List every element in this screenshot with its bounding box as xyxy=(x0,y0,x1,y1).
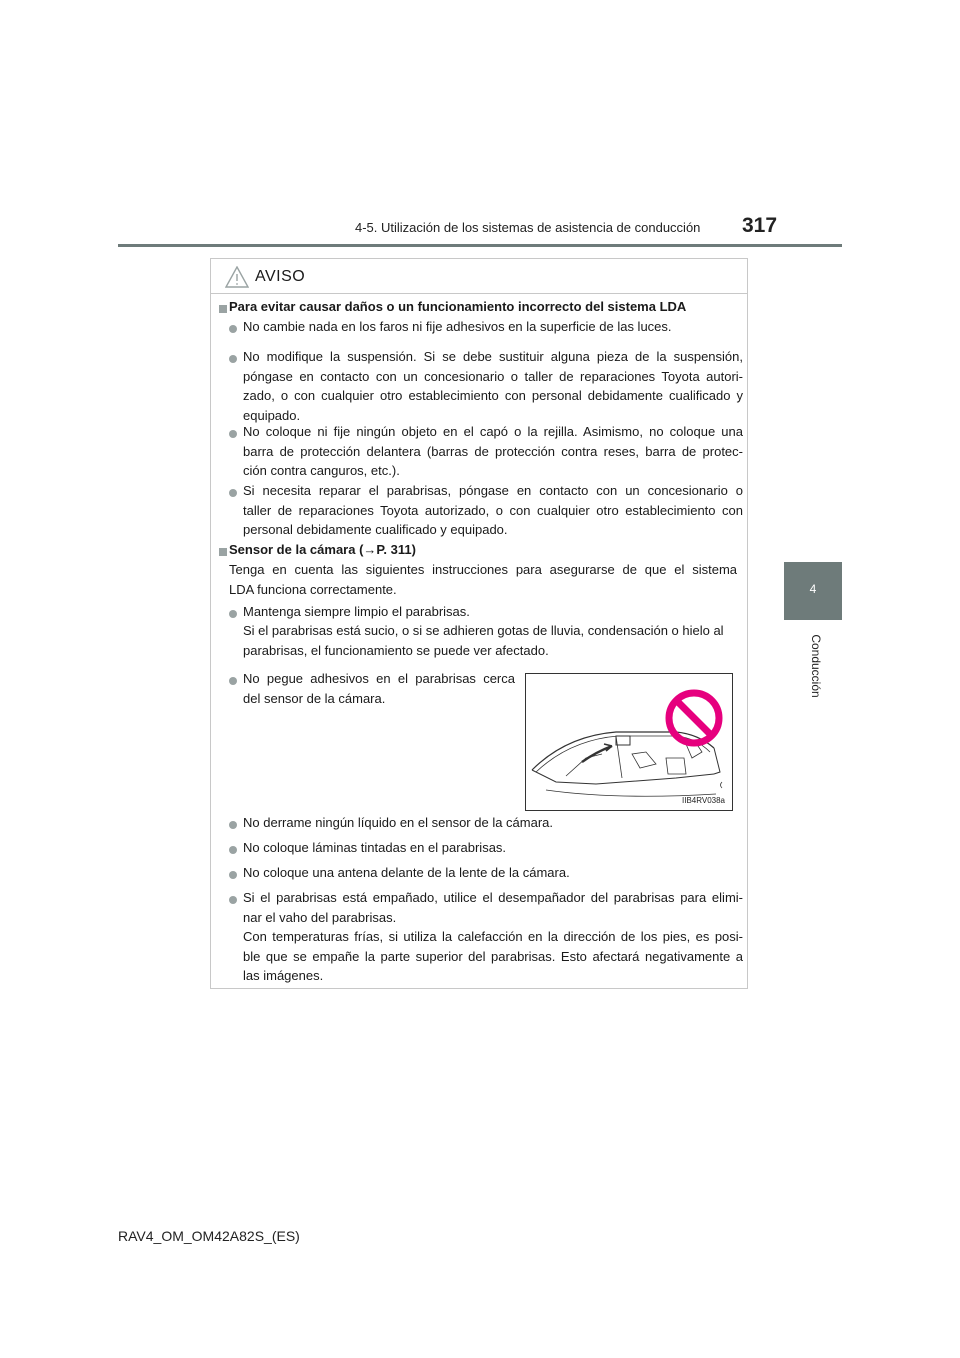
text-line: No coloque ni fije ningún objeto en el capó o la rejilla. Asimismo, no coloque una xyxy=(243,424,743,439)
bullet-dot xyxy=(229,610,237,618)
bullet-dot xyxy=(229,677,237,685)
item-keep-clean xyxy=(243,602,743,622)
notice-divider xyxy=(211,293,747,294)
item-no-antenna xyxy=(243,863,743,883)
text-line: las imágenes. xyxy=(243,968,324,983)
notice-header xyxy=(225,265,305,289)
bullet-dot xyxy=(229,821,237,829)
item-suspension xyxy=(243,347,743,425)
item-no-tint xyxy=(243,838,743,858)
section-heading-camera: Sensor de la cámara (→P. 311) xyxy=(229,542,416,557)
text-line: Tenga en cuenta las siguientes instrucciones para asegurarse de que el sistema xyxy=(229,562,737,577)
bullet-dot xyxy=(229,355,237,363)
text-line: No modifique la suspensión. Si se debe sustituir alguna pieza de la suspensión, xyxy=(243,349,743,364)
bullet-dot xyxy=(229,489,237,497)
text-line: barra de protección delantera (barras de protección contra reses, barra de protec- xyxy=(243,443,743,459)
text-line: póngase en contacto con un concesionario o taller de reparaciones Toyota autori- xyxy=(243,368,743,384)
camera-intro xyxy=(229,560,737,599)
text-line: No coloque una antena delante de la lente de la cámara. xyxy=(243,865,570,880)
document-code: RAV4_OM_OM42A82S_(ES) xyxy=(118,1228,300,1244)
section-heading-lda: Para evitar causar daños o un funcionamiento incorrecto del sistema LDA xyxy=(229,299,687,314)
notice-title: AVISO xyxy=(255,268,306,285)
page-number: 317 xyxy=(742,214,778,237)
text-line: Mantenga siempre limpio el parabrisas. xyxy=(243,604,470,619)
windshield-camera-drawing xyxy=(526,674,732,810)
item-fogged-windshield xyxy=(243,888,743,927)
text-line: No cambie nada en los faros ni fije adhesivos en la superficie de las luces. xyxy=(243,319,672,334)
warning-icon xyxy=(225,266,249,288)
bullet-dot xyxy=(229,325,237,333)
windshield-illustration xyxy=(525,673,733,811)
text-line: No pegue adhesivos en el parabrisas cerca xyxy=(243,671,515,686)
text-line: personal debidamente cualificado y equipado. xyxy=(243,522,508,537)
text-line: No derrame ningún líquido en el sensor de la cámara. xyxy=(243,815,554,830)
text-line: LDA funciona correctamente. xyxy=(229,581,397,597)
text-line: Si el parabrisas está sucio, o si se adhieren gotas de lluvia, condensación o hielo al xyxy=(243,623,724,638)
item-fogged-detail xyxy=(243,927,743,986)
text-line: taller de reparaciones Toyota autorizado, o con cualquier otro establecimiento con xyxy=(243,502,743,518)
text-line: ción contra canguros, etc.). xyxy=(243,463,400,478)
text-line: zado, o con cualquier otro establecimiento con personal debidamente cualificado y xyxy=(243,388,743,403)
text-line: Con temperaturas frías, si utiliza la calefacción en la dirección de los pies, es posi- xyxy=(243,929,743,944)
item-no-stickers xyxy=(243,669,515,708)
header-rule xyxy=(118,244,842,247)
item-headlights xyxy=(243,317,743,337)
text-line: del sensor de la cámara. xyxy=(243,690,386,706)
text-line: Si necesita reparar el parabrisas, póngase en contacto con un concesionario o xyxy=(243,483,743,498)
bullet-dot xyxy=(229,430,237,438)
item-hood-grille xyxy=(243,422,743,481)
bullet-dot xyxy=(229,846,237,854)
text-line: Si el parabrisas está empañado, utilice el desempañador del parabrisas para elimi- xyxy=(243,890,743,905)
section-header: 4-5. Utilización de los sistemas de asistencia de conducción xyxy=(355,220,701,235)
bullet-dot xyxy=(229,871,237,879)
item-keep-clean-detail xyxy=(243,621,743,660)
text-line: nar el vaho del parabrisas. xyxy=(243,909,397,925)
text-line: parabrisas, el funcionamiento se puede ver afectado. xyxy=(243,642,549,658)
text-line: ble que se empañe la parte superior del parabrisas. Esto afectará negativamente a xyxy=(243,948,743,964)
figure-code: IIB4RV038a xyxy=(682,796,725,805)
text-line: No coloque láminas tintadas en el parabrisas. xyxy=(243,840,507,855)
item-windshield-repair xyxy=(243,481,743,540)
item-no-liquid xyxy=(243,813,743,833)
chapter-number: 4 xyxy=(809,582,817,596)
section-bullet xyxy=(219,548,227,556)
notice-box xyxy=(210,258,748,989)
chapter-label: Conducción xyxy=(809,634,823,698)
section-bullet xyxy=(219,305,227,313)
text-line: equipado. xyxy=(243,407,301,423)
bullet-dot xyxy=(229,896,237,904)
